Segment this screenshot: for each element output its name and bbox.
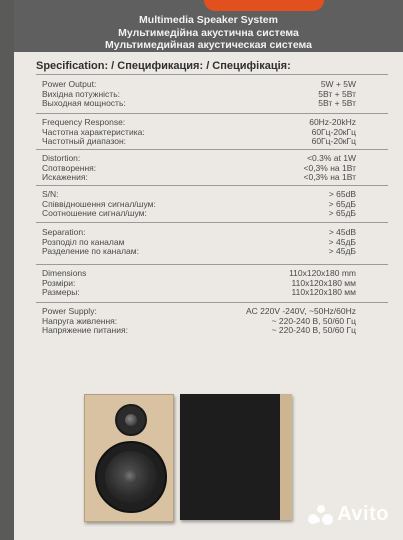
woofer-dust-cap: [124, 470, 138, 484]
header-title-uk: Мультимедійна акустична система: [118, 26, 299, 39]
spec-group: [36, 189, 388, 218]
spec-value: 60Гц-20кГц: [311, 126, 356, 137]
spec-value: 60Hz-20kHz: [309, 117, 356, 127]
spec-title: Specification: / Спецификация: / Специфікація:: [36, 60, 291, 72]
spec-row: [36, 136, 388, 146]
spec-group: [36, 268, 388, 297]
spec-row: [36, 172, 388, 182]
tweeter-dome: [125, 414, 137, 426]
spec-row: [36, 208, 388, 218]
spec-divider: [36, 302, 388, 303]
spec-value: <0,3% на 1Вт: [303, 172, 356, 182]
spec-row: [36, 98, 388, 108]
spec-value: ~ 220-240 В, 50/60 Гц: [271, 315, 356, 326]
spec-value: <0,3% на 1Вт: [303, 162, 356, 173]
spec-value: > 65дБ: [328, 198, 356, 209]
spec-label: Искажения:: [42, 172, 88, 182]
spec-value: 110x120x180 мм: [291, 287, 356, 297]
spec-label: Distortion:: [42, 153, 81, 163]
spec-group: [36, 153, 388, 182]
spec-row: [36, 268, 388, 278]
spec-label: Размеры:: [42, 287, 80, 297]
spec-label: Выходная мощность:: [42, 98, 126, 108]
spec-label: Частотна характеристика:: [42, 126, 145, 137]
spec-label: Спотворення:: [42, 162, 97, 173]
spec-value: 5Вт + 5Вт: [318, 98, 356, 108]
tweeter: [115, 404, 147, 436]
spec-value: 5Вт + 5Вт: [318, 88, 356, 99]
spec-value: 110x120x180 мм: [291, 277, 356, 288]
spec-label: Соотношение сигнал/шум:: [42, 208, 147, 218]
spec-value: > 45дБ: [328, 246, 356, 256]
spec-row: [36, 316, 388, 326]
spec-row: [36, 246, 388, 256]
spec-divider: [36, 264, 388, 265]
spec-divider: [36, 222, 388, 223]
orange-accent: [204, 0, 324, 11]
spec-value: ~ 220-240 В, 50/60 Гц: [271, 325, 356, 335]
spec-label: Розміри:: [42, 277, 76, 288]
spec-row: [36, 163, 388, 173]
spec-value: 110x120x180 mm: [289, 268, 356, 278]
spec-group: [36, 79, 388, 108]
spec-row: [36, 227, 388, 237]
spec-group: [36, 117, 388, 146]
spec-label: Частотный диапазон:: [42, 136, 127, 146]
woofer: [95, 441, 167, 513]
spec-value: 5W + 5W: [320, 79, 356, 89]
spec-row: [36, 237, 388, 247]
spec-value: > 65dB: [328, 189, 356, 199]
spec-divider: [36, 185, 388, 186]
spec-label: Напруга живлення:: [42, 315, 118, 326]
header-band: [14, 0, 403, 52]
avito-logo-icon: [308, 505, 334, 525]
spec-divider: [36, 149, 388, 150]
spec-value: 60Гц-20кГц: [311, 136, 356, 146]
spec-value: > 45dB: [328, 227, 356, 237]
spec-label: Вихідна потужність:: [42, 88, 120, 99]
spec-row: [36, 325, 388, 335]
spec-label: Разделение по каналам:: [42, 246, 139, 256]
spec-label: S/N:: [42, 189, 59, 199]
product-box: [14, 0, 403, 540]
spec-row: [36, 189, 388, 199]
spec-value: > 65дБ: [328, 208, 356, 218]
spec-group: [36, 227, 388, 256]
spec-label: Напряжение питания:: [42, 325, 128, 335]
woofer-cone: [105, 451, 157, 503]
spec-label: Power Output:: [42, 79, 97, 89]
avito-watermark: [308, 503, 389, 526]
spec-label: Frequency Response:: [42, 117, 126, 127]
avito-logo-text: Avito: [337, 503, 389, 525]
spec-row: [36, 153, 388, 163]
spec-row: [36, 278, 388, 288]
header-title-ru: Мультимедийная акустическая система: [105, 39, 312, 51]
speaker-grille: [180, 394, 292, 520]
header-title-en: Multimedia Speaker System: [139, 14, 278, 26]
spec-value: <0.3% at 1W: [307, 153, 356, 163]
spec-value: AC 220V -240V, ~50Hz/60Hz: [245, 306, 356, 316]
spec-divider: [36, 113, 388, 114]
spec-row: [36, 79, 388, 89]
spec-divider: [36, 74, 388, 75]
spec-row: [36, 306, 388, 316]
spec-row: [36, 127, 388, 137]
spec-row: [36, 287, 388, 297]
spec-label: Power Supply:: [42, 306, 97, 316]
spec-value: > 45дБ: [328, 236, 356, 247]
spec-label: Separation:: [42, 227, 86, 237]
spec-group: [36, 306, 388, 335]
spec-label: Dimensions: [42, 268, 87, 278]
spec-label: Розподіл по каналам: [42, 236, 125, 247]
spec-row: [36, 117, 388, 127]
spec-label: Співвідношення сигнал/шум:: [42, 198, 156, 209]
speaker-front: [84, 394, 174, 522]
header-titles: [14, 14, 403, 52]
spec-row: [36, 199, 388, 209]
spec-row: [36, 89, 388, 99]
